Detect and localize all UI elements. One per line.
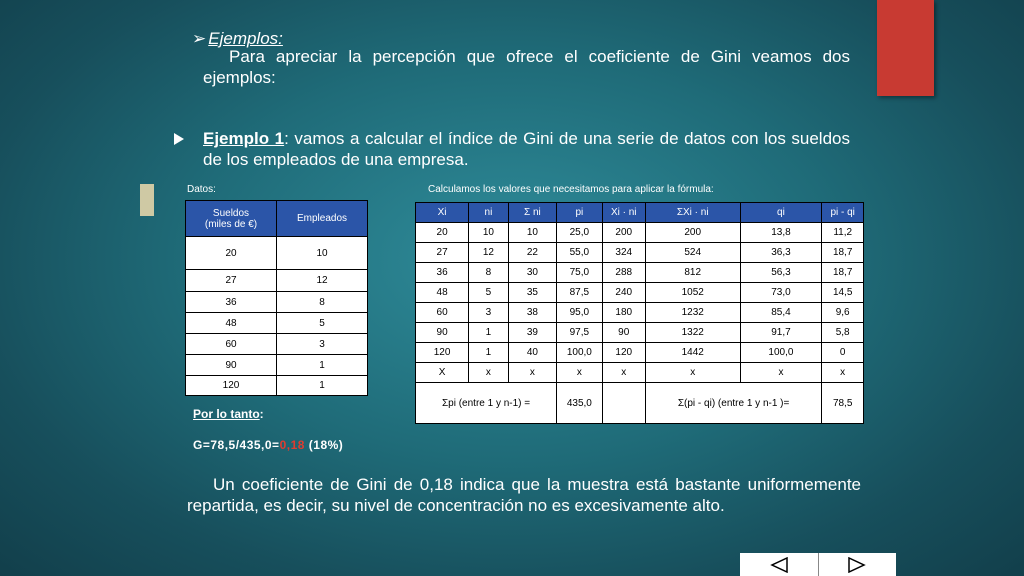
table-cell: 27 — [416, 243, 469, 263]
table-cell: 11,2 — [822, 223, 864, 243]
example-label: Ejemplo 1 — [203, 129, 285, 148]
table-cell: 5,8 — [822, 323, 864, 343]
table-cell: 524 — [645, 243, 740, 263]
table-cell: 38 — [508, 303, 556, 323]
por-lo-tanto-colon: : — [259, 407, 264, 421]
table2-header: Σ ni — [508, 203, 556, 223]
table-cell: 324 — [602, 243, 645, 263]
decorative-beige-block — [140, 184, 154, 216]
intro-paragraph — [203, 46, 850, 88]
table-cell: 5 — [469, 283, 509, 303]
heading-text: Ejemplos: — [208, 29, 283, 48]
table-cell: 200 — [645, 223, 740, 243]
table-row — [416, 343, 864, 363]
table2-header: ni — [469, 203, 509, 223]
table-cell: 85,4 — [740, 303, 822, 323]
gini-value: 0,18 — [279, 438, 305, 452]
por-lo-tanto-label: Por lo tanto — [193, 407, 260, 421]
sum-label-pi: Σpi (entre 1 y n-1) = — [416, 383, 557, 424]
table-cell: 1 — [469, 323, 509, 343]
gini-formula-suffix: (18%) — [304, 438, 344, 452]
table-row — [416, 243, 864, 263]
table-cell: 22 — [508, 243, 556, 263]
decorative-red-block — [877, 0, 934, 96]
table-cell: x — [557, 363, 602, 383]
table-cell: 1 — [469, 343, 509, 363]
sum-value-pi-qi: 78,5 — [822, 383, 864, 424]
data-table — [185, 200, 368, 396]
table-row — [186, 334, 368, 355]
table-cell: 30 — [508, 263, 556, 283]
table-cell: 240 — [602, 283, 645, 303]
example-text: : vamos a calcular el índice de Gini de una serie de datos con los sueldos de los empleados de una empresa. — [203, 129, 850, 169]
table-cell: 1052 — [645, 283, 740, 303]
table-cell: x — [740, 363, 822, 383]
table-cell: 3 — [277, 334, 368, 355]
table-cell: 100,0 — [740, 343, 822, 363]
table-cell: 0 — [822, 343, 864, 363]
table-cell: 1442 — [645, 343, 740, 363]
example-paragraph — [203, 128, 850, 170]
table-cell: 60 — [416, 303, 469, 323]
triangle-bullet-icon — [174, 133, 184, 145]
arrow-bullet-icon: ➢ — [192, 29, 207, 48]
table-cell: 25,0 — [557, 223, 602, 243]
table-cell: 87,5 — [557, 283, 602, 303]
triangle-left-icon — [770, 557, 788, 573]
gini-formula — [193, 438, 343, 452]
table-row — [416, 263, 864, 283]
table-cell: 1322 — [645, 323, 740, 343]
table-cell: 3 — [469, 303, 509, 323]
table2-header: Xi — [416, 203, 469, 223]
table-cell: 200 — [602, 223, 645, 243]
empty-cell — [602, 383, 645, 424]
intro-text: Para apreciar la percepción que ofrece el coeficiente de Gini veamos dos ejemplos: — [203, 47, 850, 87]
table-cell: 9,6 — [822, 303, 864, 323]
table-cell: 10 — [469, 223, 509, 243]
table-cell: x — [469, 363, 509, 383]
table-cell: 27 — [186, 270, 277, 292]
table-cell: 73,0 — [740, 283, 822, 303]
table-cell: 1232 — [645, 303, 740, 323]
table-cell: x — [822, 363, 864, 383]
table1-header-sueldos: Sueldos (miles de €) — [186, 201, 277, 237]
table-cell: 36 — [186, 292, 277, 313]
table-cell: 1 — [277, 355, 368, 376]
next-slide-button[interactable] — [819, 553, 897, 576]
calc-label: Calculamos los valores que necesitamos para aplicar la fórmula: — [428, 184, 714, 195]
table-cell: 5 — [277, 313, 368, 334]
table-row — [186, 270, 368, 292]
table-cell: 10 — [508, 223, 556, 243]
table-cell: 120 — [416, 343, 469, 363]
table-cell: 12 — [277, 270, 368, 292]
slide-navigation — [740, 553, 896, 576]
calculation-table — [415, 202, 864, 424]
table-cell: x — [645, 363, 740, 383]
table-row — [186, 376, 368, 396]
table-cell: 180 — [602, 303, 645, 323]
table2-header: Xi · ni — [602, 203, 645, 223]
conclusion-paragraph — [187, 474, 861, 516]
table-cell: 56,3 — [740, 263, 822, 283]
table-row — [416, 283, 864, 303]
table-cell: 90 — [416, 323, 469, 343]
table-cell: 97,5 — [557, 323, 602, 343]
sum-value-pi: 435,0 — [557, 383, 602, 424]
table-row — [186, 355, 368, 376]
table2-header: ΣXi · ni — [645, 203, 740, 223]
table-cell: 18,7 — [822, 243, 864, 263]
table-row — [416, 303, 864, 323]
table-cell: 48 — [416, 283, 469, 303]
table-row — [186, 237, 368, 270]
table2-header: qi — [740, 203, 822, 223]
table-cell: 36,3 — [740, 243, 822, 263]
table-cell: 40 — [508, 343, 556, 363]
por-lo-tanto — [193, 407, 264, 421]
table-cell: 120 — [186, 376, 277, 396]
table-cell: 35 — [508, 283, 556, 303]
table-cell: 36 — [416, 263, 469, 283]
sum-row — [416, 383, 864, 424]
table-cell: 75,0 — [557, 263, 602, 283]
table2-header: pi - qi — [822, 203, 864, 223]
table-cell: 95,0 — [557, 303, 602, 323]
table-cell: 288 — [602, 263, 645, 283]
table-cell: 100,0 — [557, 343, 602, 363]
previous-slide-button[interactable] — [740, 553, 819, 576]
table-cell: 8 — [469, 263, 509, 283]
table-row — [416, 323, 864, 343]
table-row — [186, 292, 368, 313]
table-row — [186, 313, 368, 334]
gini-formula-prefix: G=78,5/435,0= — [193, 438, 280, 452]
table-cell: x — [602, 363, 645, 383]
table-cell: 91,7 — [740, 323, 822, 343]
datos-label: Datos: — [187, 184, 216, 195]
table-cell: 10 — [277, 237, 368, 270]
table1-header-empleados: Empleados — [277, 201, 368, 237]
conclusion-text: Un coeficiente de Gini de 0,18 indica que la muestra está bastante uniformemente repartida, es decir, su nivel de concentración no es excesivamente alto. — [187, 475, 861, 515]
table2-header: pi — [557, 203, 602, 223]
table-row — [416, 363, 864, 383]
table-row — [416, 223, 864, 243]
table-cell: 120 — [602, 343, 645, 363]
table-cell: 39 — [508, 323, 556, 343]
table-cell: 20 — [416, 223, 469, 243]
table-cell: 8 — [277, 292, 368, 313]
table-cell: X — [416, 363, 469, 383]
sum-label-pi-qi: Σ(pi - qi) (entre 1 y n-1 )= — [645, 383, 821, 424]
table-cell: 20 — [186, 237, 277, 270]
table-cell: 90 — [602, 323, 645, 343]
table-cell: 12 — [469, 243, 509, 263]
table-cell: 13,8 — [740, 223, 822, 243]
table-cell: 812 — [645, 263, 740, 283]
triangle-right-icon — [848, 557, 866, 573]
table-cell: 60 — [186, 334, 277, 355]
table-cell: 55,0 — [557, 243, 602, 263]
table-cell: 90 — [186, 355, 277, 376]
table-cell: 48 — [186, 313, 277, 334]
table-cell: 18,7 — [822, 263, 864, 283]
table-cell: x — [508, 363, 556, 383]
table-cell: 14,5 — [822, 283, 864, 303]
table-cell: 1 — [277, 376, 368, 396]
